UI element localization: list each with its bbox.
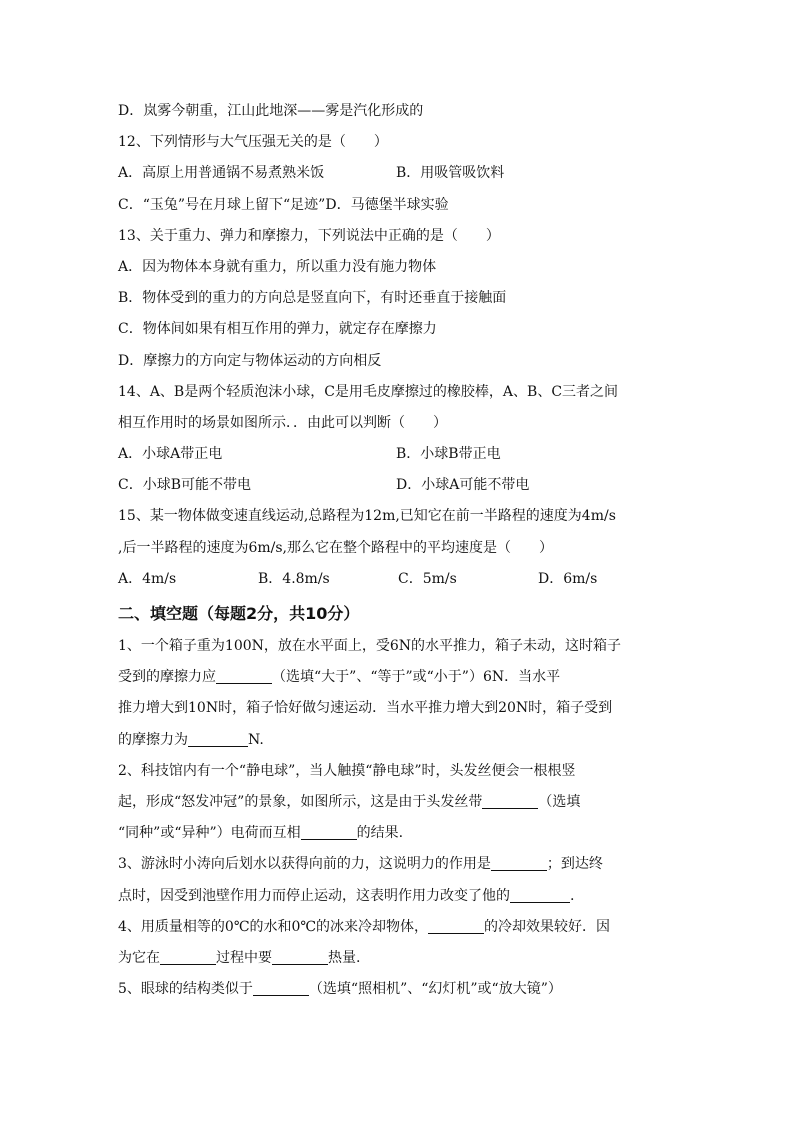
f2-text: “同种”或“异种”）电荷而互相 — [118, 825, 301, 842]
q13-option-a: A．因为物体本身就有重力，所以重力没有施力物体 — [118, 258, 437, 275]
section-heading-fill-in: 二、填空题（每题2分，共10分） — [118, 604, 360, 623]
q13-option-d: D．摩擦力的方向定与物体运动的方向相反 — [118, 352, 382, 369]
q15-option-c: C．5m/s — [398, 570, 457, 587]
q14-stem-line2: 相互作用时的场景如图所示．．由此可以判断（ ） — [118, 414, 447, 431]
f2-text: （选填 — [538, 793, 581, 810]
f5-line1 — [118, 974, 678, 1005]
q12-options-cd: C．“玉兔”号在月球上留下“足迹”D．马德堡半球实验 — [118, 196, 449, 213]
q12-option-a: A．高原上用普通锅不易煮熟米饭 — [118, 165, 325, 182]
answer-blank[interactable] — [272, 950, 328, 965]
f1-line1: 1、一个箱子重为100N，放在水平面上，受6N的水平推力，箱子未动，这时箱子 — [118, 638, 622, 654]
q11-option-d: D．岚雾今朝重，江山此地深——雾是汽化形成的 — [118, 103, 424, 119]
q15-options — [118, 564, 678, 595]
f5-text: （选填“照相机”、“幻灯机”或“放大镜”） — [308, 981, 562, 998]
q13-stem: 13、关于重力、弹力和摩擦力，下列说法中正确的是（ ） — [118, 227, 500, 244]
q14-options-cd — [118, 470, 678, 501]
answer-blank[interactable] — [301, 825, 357, 840]
q15-stem-line1: 15、某一物体做变速直线运动,总路程为12m,已知它在前一半路程的速度为4m/s — [118, 508, 616, 525]
f3-text: 3、游泳时小涛向后划水以获得向前的力，这说明力的作用是 — [118, 856, 491, 873]
answer-blank[interactable] — [510, 888, 570, 903]
f4-text: 过程中要 — [216, 949, 272, 966]
f5-text: 5、眼球的结构类似于 — [118, 981, 253, 998]
q14-options-ab — [118, 439, 678, 470]
f2-line1: 2、科技馆内有一个“静电球”，当人触摸“静电球”时，头发丝便会一根根竖 — [118, 762, 576, 779]
f4-line2 — [118, 943, 678, 974]
q15-option-d: D．6m/s — [538, 570, 598, 587]
f4-text: 为它在 — [118, 949, 160, 966]
q15-option-b: B．4.8m/s — [258, 570, 330, 587]
answer-blank[interactable] — [482, 794, 538, 809]
q13-option-b: B．物体受到的重力的方向总是竖直向下，有时还垂直于接触面 — [118, 290, 507, 307]
answer-blank[interactable] — [216, 669, 272, 684]
q14-option-a: A．小球A带正电 — [118, 446, 223, 463]
f1-text: N. — [248, 731, 264, 748]
f2-line2 — [118, 787, 678, 818]
f4-text: 4、用质量相等的0℃的水和0℃的冰来冷却物体， — [118, 918, 429, 935]
q12-stem: 12、下列情形与大气压强无关的是（ ） — [118, 134, 388, 151]
f3-line2 — [118, 881, 678, 912]
f3-text: 点时，因受到池壁作用力而停止运动，这表明作用力改变了他的 — [118, 887, 510, 904]
q12-options-ab — [118, 158, 678, 189]
answer-blank[interactable] — [491, 856, 547, 871]
f2-text: 的结果. — [356, 825, 404, 842]
f2-line3 — [118, 818, 678, 849]
f3-text: . — [570, 887, 575, 904]
q14-option-d: D．小球A可能不带电 — [396, 477, 530, 494]
exam-content — [118, 96, 678, 1005]
f4-text: 热量. — [328, 949, 361, 966]
f2-text: 起，形成“怒发冲冠”的景象，如图所示，这是由于头发丝带 — [118, 793, 483, 810]
f1-text: 受到的摩擦力应 — [118, 669, 216, 686]
f1-line2 — [118, 662, 678, 693]
f3-text: ；到达终 — [546, 856, 603, 873]
q13-option-c: C．物体间如果有相互作用的弹力，就定存在摩擦力 — [118, 321, 437, 338]
f4-text: 的冷却效果较好．因 — [484, 918, 611, 935]
q15-option-a: A．4m/s — [118, 570, 177, 587]
f1-line4 — [118, 725, 678, 756]
f1-line3: 推力增大到10N时，箱子恰好做匀速运动．当水平推力增大到20N时，箱子受到 — [118, 700, 613, 717]
answer-blank[interactable] — [428, 919, 484, 934]
answer-blank[interactable] — [188, 732, 248, 747]
f1-text: （选填“大于”、“等于”或“小于”）6N．当水平 — [272, 669, 561, 686]
f1-text: 的摩擦力为 — [118, 731, 188, 748]
f4-line1 — [118, 912, 678, 943]
answer-blank[interactable] — [253, 981, 309, 996]
q15-stem-line2: ,后一半路程的速度为6m/s,那么它在整个路程中的平均速度是（ ） — [118, 539, 553, 556]
q14-option-c: C．小球B可能不带电 — [118, 477, 251, 494]
f3-line1 — [118, 849, 678, 880]
q14-option-b: B．小球B带正电 — [396, 446, 501, 463]
answer-blank[interactable] — [160, 950, 216, 965]
q14-stem-line1: 14、A、B是两个轻质泡沫小球，C是用毛皮摩擦过的橡胶棒，A、B、C三者之间 — [118, 383, 619, 400]
q12-option-b: B．用吸管吸饮料 — [396, 165, 505, 182]
